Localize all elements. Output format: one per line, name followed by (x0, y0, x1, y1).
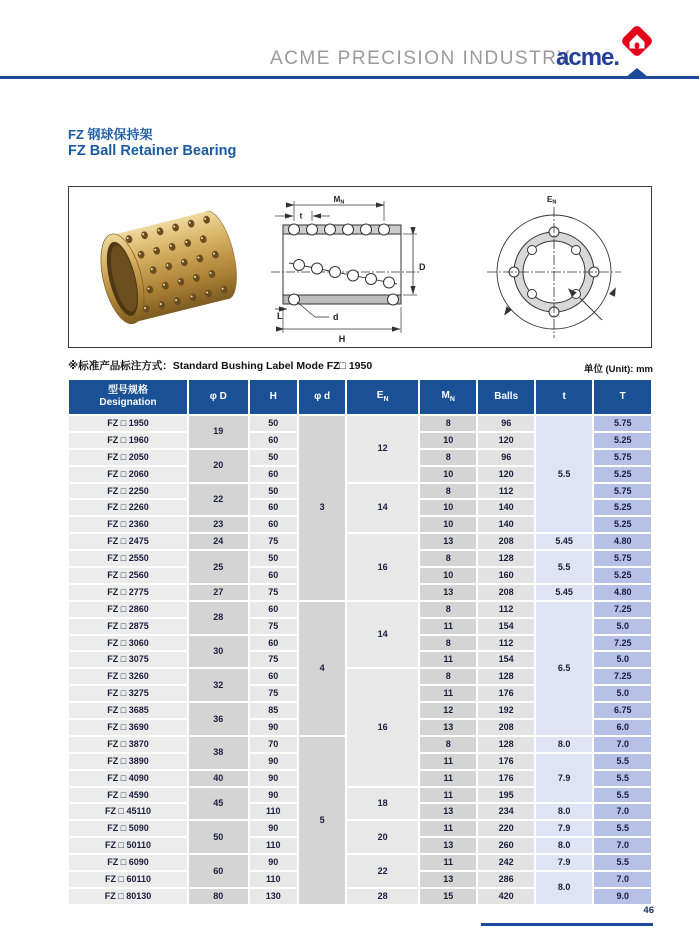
spec-value-cell: 38 (189, 737, 248, 769)
spec-value-cell: 6.75 (594, 703, 651, 718)
company-name: ACME PRECISION INDUSTRY (270, 48, 572, 69)
designation-cell: FZ □ 3685 (69, 703, 187, 718)
spec-value-cell: 5.25 (594, 467, 651, 482)
spec-value-cell: 112 (478, 602, 533, 617)
product-photo (81, 193, 259, 341)
designation-cell: FZ □ 2050 (69, 450, 187, 465)
spec-value-cell: 10 (420, 467, 476, 482)
spec-value-cell: 7.25 (594, 669, 651, 684)
designation-cell: FZ □ 5090 (69, 821, 187, 836)
spec-value-cell: 128 (478, 737, 533, 752)
spec-value-cell: 7.25 (594, 602, 651, 617)
designation-cell: FZ □ 2775 (69, 585, 187, 600)
spec-value-cell: 50 (189, 821, 248, 853)
page-number: 46 (643, 905, 654, 916)
designation-cell: FZ □ 1960 (69, 433, 187, 448)
spec-value-cell: 154 (478, 619, 533, 634)
spec-value-cell: 5.0 (594, 652, 651, 667)
spec-value-cell: 7.0 (594, 737, 651, 752)
spec-value-cell: 22 (347, 855, 418, 887)
spec-value-cell: 140 (478, 517, 533, 532)
designation-cell: FZ □ 2060 (69, 467, 187, 482)
spec-value-cell: 13 (420, 838, 476, 853)
spec-value-cell: 208 (478, 585, 533, 600)
designation-cell: FZ □ 2360 (69, 517, 187, 532)
spec-value-cell: 7.9 (536, 754, 592, 803)
front-view-drawing (459, 191, 649, 345)
spec-value-cell: 50 (250, 450, 297, 465)
dim-label-D: D (419, 262, 426, 272)
spec-value-cell: 60 (250, 500, 297, 515)
designation-cell: FZ □ 2560 (69, 568, 187, 583)
spec-value-cell: 30 (189, 636, 248, 668)
spec-value-cell: 90 (250, 754, 297, 769)
spec-value-cell: 6.0 (594, 720, 651, 735)
spec-value-cell: 5.5 (594, 754, 651, 769)
spec-value-cell: 70 (250, 737, 297, 752)
spec-value-cell: 4.80 (594, 534, 651, 549)
spec-value-cell: 11 (420, 619, 476, 634)
header-rule (0, 76, 699, 79)
dim-label-en: EN (547, 195, 557, 206)
spec-value-cell: 120 (478, 467, 533, 482)
spec-value-cell: 10 (420, 517, 476, 532)
spec-value-cell: 22 (189, 484, 248, 516)
spec-value-cell: 5.5 (536, 416, 592, 532)
spec-value-cell: 40 (189, 771, 248, 786)
spec-value-cell: 14 (347, 484, 418, 533)
spec-value-cell: 154 (478, 652, 533, 667)
spec-value-cell: 50 (250, 416, 297, 431)
spec-value-cell: 208 (478, 720, 533, 735)
page-title-en: FZ Ball Retainer Bearing (68, 143, 237, 159)
table-header-row (69, 380, 651, 414)
spec-value-cell: 90 (250, 720, 297, 735)
dim-label-d: d (333, 312, 339, 322)
table-row (69, 602, 651, 617)
dim-label-L: L (277, 311, 283, 321)
spec-value-cell: 75 (250, 534, 297, 549)
spec-value-cell: 420 (478, 889, 533, 904)
table-row (69, 821, 651, 836)
designation-cell: FZ □ 3275 (69, 686, 187, 701)
designation-cell: FZ □ 3870 (69, 737, 187, 752)
spec-value-cell: 4 (299, 602, 345, 735)
spec-value-cell: 25 (189, 551, 248, 583)
column-header: t (536, 380, 592, 414)
spec-value-cell: 11 (420, 821, 476, 836)
designation-cell: FZ □ 80130 (69, 889, 187, 904)
spec-value-cell: 5.5 (594, 855, 651, 870)
spec-value-cell: 45 (189, 788, 248, 820)
spec-value-cell: 10 (420, 568, 476, 583)
spec-value-cell: 7.25 (594, 636, 651, 651)
spec-value-cell: 11 (420, 771, 476, 786)
spec-value-cell: 13 (420, 585, 476, 600)
spec-value-cell: 5.45 (536, 534, 592, 549)
spec-value-cell: 13 (420, 872, 476, 887)
spec-value-cell: 128 (478, 551, 533, 566)
dim-label-H: H (338, 334, 346, 344)
spec-value-cell: 85 (250, 703, 297, 718)
spec-value-cell: 60 (189, 855, 248, 887)
spec-value-cell: 96 (478, 450, 533, 465)
spec-value-cell: 112 (478, 484, 533, 499)
spec-value-cell: 5.75 (594, 450, 651, 465)
spec-value-cell: 5.25 (594, 568, 651, 583)
spec-value-cell: 110 (250, 872, 297, 887)
designation-cell: FZ □ 60110 (69, 872, 187, 887)
spec-value-cell: 75 (250, 585, 297, 600)
spec-value-cell: 220 (478, 821, 533, 836)
designation-cell: FZ □ 2260 (69, 500, 187, 515)
spec-value-cell: 8.0 (536, 872, 592, 904)
designation-cell: FZ □ 2550 (69, 551, 187, 566)
spec-value-cell: 140 (478, 500, 533, 515)
spec-value-cell: 5.75 (594, 484, 651, 499)
spec-value-cell: 242 (478, 855, 533, 870)
footer-rule (481, 923, 653, 926)
spec-table (67, 378, 653, 906)
designation-cell: FZ □ 6090 (69, 855, 187, 870)
spec-value-cell: 120 (478, 433, 533, 448)
designation-cell: FZ □ 2875 (69, 619, 187, 634)
column-header: H (250, 380, 297, 414)
column-header: φ D (189, 380, 248, 414)
designation-cell: FZ □ 45110 (69, 804, 187, 819)
spec-value-cell: 60 (250, 568, 297, 583)
spec-value-cell: 176 (478, 754, 533, 769)
spec-value-cell: 5.45 (536, 585, 592, 600)
spec-value-cell: 8 (420, 416, 476, 431)
spec-value-cell: 5.25 (594, 517, 651, 532)
spec-value-cell: 24 (189, 534, 248, 549)
spec-value-cell: 90 (250, 788, 297, 803)
note-zh: ※标准产品标注方式： (68, 360, 173, 372)
table-row (69, 416, 651, 431)
spec-value-cell: 5.5 (594, 771, 651, 786)
spec-value-cell: 75 (250, 619, 297, 634)
spec-value-cell: 16 (347, 669, 418, 785)
spec-value-cell: 11 (420, 855, 476, 870)
spec-value-cell: 286 (478, 872, 533, 887)
spec-value-cell: 7.9 (536, 855, 592, 870)
spec-value-cell: 208 (478, 534, 533, 549)
spec-value-cell: 6.5 (536, 602, 592, 735)
spec-value-cell: 7.9 (536, 821, 592, 836)
spec-value-cell: 5.5 (594, 821, 651, 836)
spec-value-cell: 28 (347, 889, 418, 904)
spec-value-cell: 7.0 (594, 872, 651, 887)
note-en: Standard Bushing Label Mode FZ□ 1950 (172, 360, 373, 372)
designation-cell: FZ □ 3260 (69, 669, 187, 684)
column-header: φ d (299, 380, 345, 414)
designation-cell: FZ □ 3075 (69, 652, 187, 667)
spec-value-cell: 176 (478, 771, 533, 786)
spec-value-cell: 27 (189, 585, 248, 600)
designation-cell: FZ □ 4590 (69, 788, 187, 803)
spec-value-cell: 110 (250, 838, 297, 853)
spec-value-cell: 112 (478, 636, 533, 651)
spec-value-cell: 7.0 (594, 804, 651, 819)
logo-house-icon (617, 24, 657, 71)
spec-value-cell: 8 (420, 602, 476, 617)
spec-value-cell: 5.5 (594, 788, 651, 803)
spec-value-cell: 260 (478, 838, 533, 853)
spec-value-cell: 5.0 (594, 619, 651, 634)
spec-value-cell: 90 (250, 771, 297, 786)
spec-value-cell: 32 (189, 669, 248, 701)
spec-value-cell: 8 (420, 669, 476, 684)
spec-value-cell: 5 (299, 737, 345, 904)
spec-value-cell: 75 (250, 652, 297, 667)
spec-value-cell: 5.75 (594, 416, 651, 431)
spec-value-cell: 50 (250, 484, 297, 499)
column-header: Balls (478, 380, 533, 414)
table-row (69, 534, 651, 549)
spec-value-cell: 15 (420, 889, 476, 904)
spec-value-cell: 11 (420, 788, 476, 803)
spec-value-cell: 160 (478, 568, 533, 583)
column-header: $M_N$ (420, 380, 476, 414)
diagram-box (68, 186, 652, 348)
spec-value-cell: 195 (478, 788, 533, 803)
spec-value-cell: 60 (250, 433, 297, 448)
spec-value-cell: 20 (347, 821, 418, 853)
spec-value-cell: 3 (299, 416, 345, 600)
spec-value-cell: 75 (250, 686, 297, 701)
designation-cell: FZ □ 1950 (69, 416, 187, 431)
spec-value-cell: 80 (189, 889, 248, 904)
spec-value-cell: 60 (250, 467, 297, 482)
designation-cell: FZ □ 3060 (69, 636, 187, 651)
spec-value-cell: 90 (250, 821, 297, 836)
spec-value-cell: 5.25 (594, 500, 651, 515)
spec-value-cell: 234 (478, 804, 533, 819)
designation-cell: FZ □ 2475 (69, 534, 187, 549)
designation-cell: FZ □ 50110 (69, 838, 187, 853)
standard-label-note (68, 358, 372, 373)
spec-value-cell: 18 (347, 788, 418, 820)
designation-cell: FZ □ 2250 (69, 484, 187, 499)
spec-value-cell: 9.0 (594, 889, 651, 904)
designation-cell: FZ □ 2860 (69, 602, 187, 617)
spec-value-cell: 7.0 (594, 838, 651, 853)
spec-value-cell: 23 (189, 517, 248, 532)
spec-value-cell: 128 (478, 669, 533, 684)
spec-value-cell: 12 (420, 703, 476, 718)
designation-cell: FZ □ 4090 (69, 771, 187, 786)
spec-value-cell: 8 (420, 484, 476, 499)
spec-value-cell: 5.25 (594, 433, 651, 448)
designation-cell: FZ □ 3890 (69, 754, 187, 769)
spec-value-cell: 10 (420, 433, 476, 448)
column-header: $E_N$ (347, 380, 418, 414)
page-title-zh: FZ 钢球保持架 (68, 127, 153, 142)
dim-label-mn: MN (333, 195, 345, 206)
spec-value-cell: 16 (347, 534, 418, 600)
spec-value-cell: 8 (420, 737, 476, 752)
column-header: 型号规格 Designation (69, 380, 187, 414)
spec-value-cell: 192 (478, 703, 533, 718)
spec-value-cell: 50 (250, 551, 297, 566)
spec-value-cell: 8.0 (536, 838, 592, 853)
spec-value-cell: 176 (478, 686, 533, 701)
spec-value-cell: 8 (420, 450, 476, 465)
spec-value-cell: 110 (250, 804, 297, 819)
spec-value-cell: 14 (347, 602, 418, 668)
spec-value-cell: 11 (420, 686, 476, 701)
spec-value-cell: 8 (420, 551, 476, 566)
spec-value-cell: 60 (250, 602, 297, 617)
side-view-drawing (267, 191, 449, 345)
spec-value-cell: 96 (478, 416, 533, 431)
spec-value-cell: 8 (420, 636, 476, 651)
column-header: T (594, 380, 651, 414)
spec-value-cell: 10 (420, 500, 476, 515)
spec-value-cell: 8.0 (536, 737, 592, 752)
spec-value-cell: 60 (250, 517, 297, 532)
spec-value-cell: 90 (250, 855, 297, 870)
spec-value-cell: 5.75 (594, 551, 651, 566)
spec-value-cell: 13 (420, 534, 476, 549)
unit-note: 单位 (Unit): mm (583, 364, 653, 375)
dim-label-t: t (299, 211, 303, 221)
spec-value-cell: 5.0 (594, 686, 651, 701)
spec-value-cell: 60 (250, 669, 297, 684)
spec-value-cell: 28 (189, 602, 248, 634)
spec-value-cell: 11 (420, 754, 476, 769)
spec-value-cell: 36 (189, 703, 248, 735)
spec-value-cell: 11 (420, 652, 476, 667)
spec-value-cell: 19 (189, 416, 248, 448)
spec-value-cell: 13 (420, 720, 476, 735)
designation-cell: FZ □ 3690 (69, 720, 187, 735)
spec-value-cell: 12 (347, 416, 418, 482)
spec-value-cell: 5.5 (536, 551, 592, 583)
spec-value-cell: 8.0 (536, 804, 592, 819)
logo-wordmark: acme. (556, 44, 620, 71)
spec-value-cell: 60 (250, 636, 297, 651)
spec-value-cell: 20 (189, 450, 248, 482)
spec-value-cell: 13 (420, 804, 476, 819)
spec-value-cell: 130 (250, 889, 297, 904)
spec-value-cell: 4.80 (594, 585, 651, 600)
table-row (69, 855, 651, 870)
